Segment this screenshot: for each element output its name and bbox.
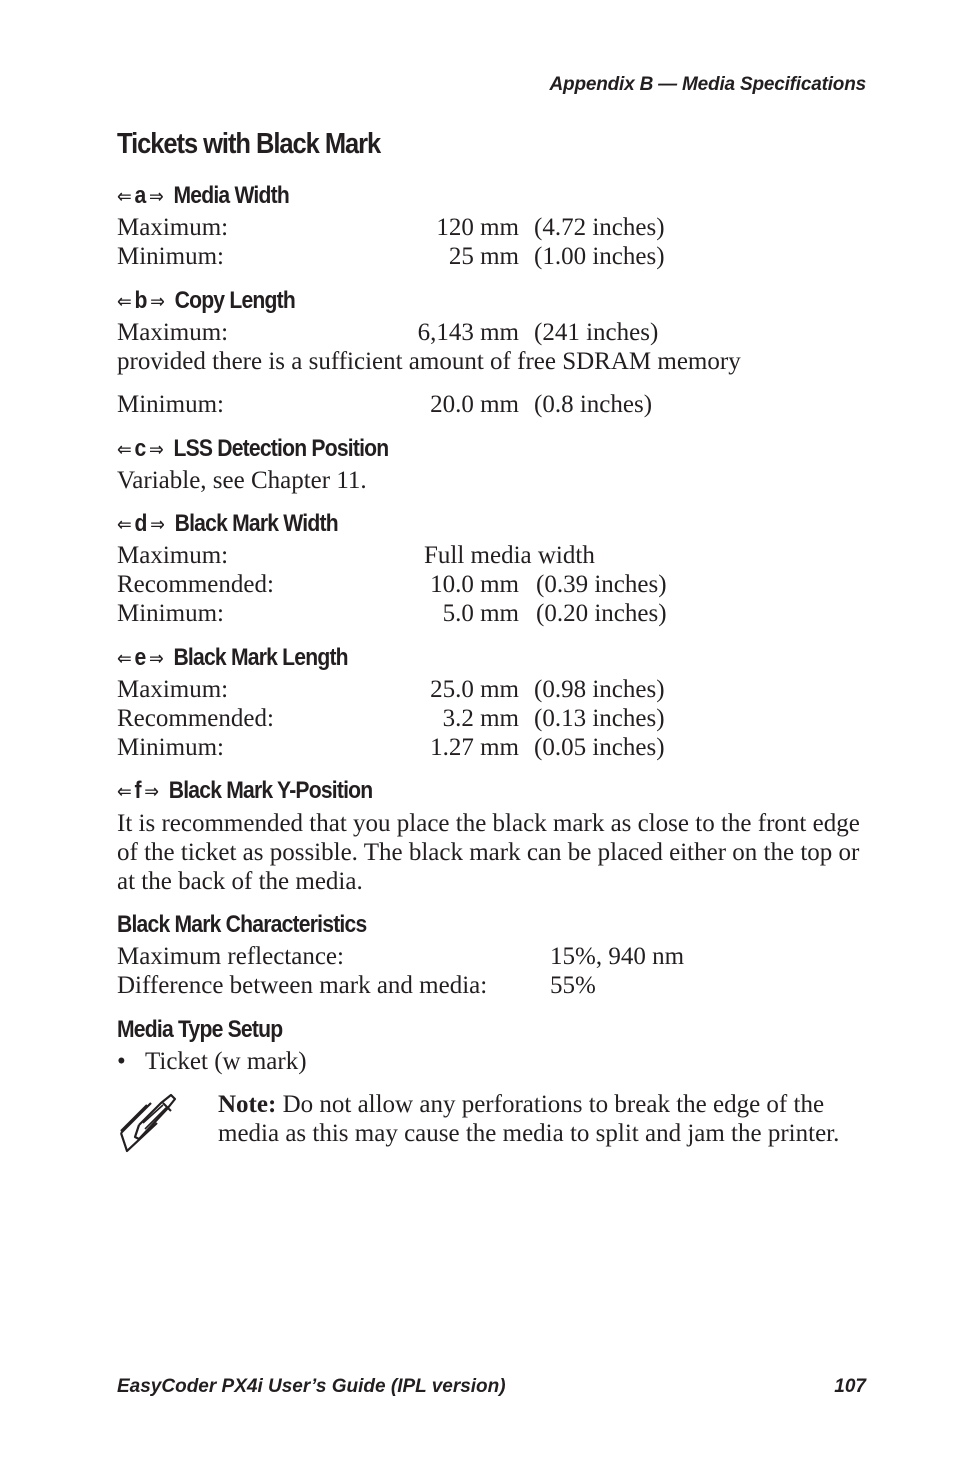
note-paragraph: Note: Do not allow any perforations to break the edge of the media as this may cause the media to split and jam the printer. — [218, 1091, 840, 1147]
left-arrow-icon: ⇐ — [117, 646, 131, 670]
note-label: Note: — [218, 1091, 277, 1118]
running-header: Appendix B — Media Specifications — [549, 74, 866, 95]
left-arrow-icon: ⇐ — [117, 512, 131, 536]
footer-page-number: 107 — [834, 1376, 866, 1397]
section-heading-d: ⇐ d ⇒ Black Mark Width — [117, 510, 338, 537]
characteristics-heading: Black Mark Characteristics — [117, 911, 367, 938]
left-arrow-icon: ⇐ — [117, 289, 131, 313]
left-arrow-icon: ⇐ — [117, 437, 131, 461]
right-arrow-icon: ⇒ — [148, 184, 163, 208]
y-position-paragraph: It is recommended that you place the black mark as close to the front edge of the ticket as possible. The black mark can be placed either on the top or at the back of the media. — [117, 810, 860, 895]
section-heading-a: ⇐ a ⇒ Media Width — [117, 182, 289, 209]
left-arrow-icon: ⇐ — [117, 779, 131, 803]
left-arrow-icon: ⇐ — [117, 184, 131, 208]
section-heading-b: ⇐ b ⇒ Copy Length — [117, 287, 295, 314]
section-heading-e: ⇐ e ⇒ Black Mark Length — [117, 644, 348, 671]
right-arrow-icon: ⇒ — [148, 646, 163, 670]
media-type-heading: Media Type Setup — [117, 1016, 283, 1043]
right-arrow-icon: ⇒ — [144, 779, 159, 803]
section-heading-f: ⇐ f ⇒ Black Mark Y-Position — [117, 777, 373, 804]
pencil-note-icon — [117, 1093, 179, 1155]
footer-guide-title: EasyCoder PX4i User’s Guide (IPL version) — [117, 1376, 506, 1397]
right-arrow-icon: ⇒ — [148, 437, 163, 461]
page-title: Tickets with Black Mark — [117, 128, 381, 160]
bullet: • — [117, 1048, 126, 1075]
right-arrow-icon: ⇒ — [150, 289, 165, 313]
section-heading-c: ⇐ c ⇒ LSS Detection Position — [117, 435, 389, 462]
right-arrow-icon: ⇒ — [150, 512, 165, 536]
